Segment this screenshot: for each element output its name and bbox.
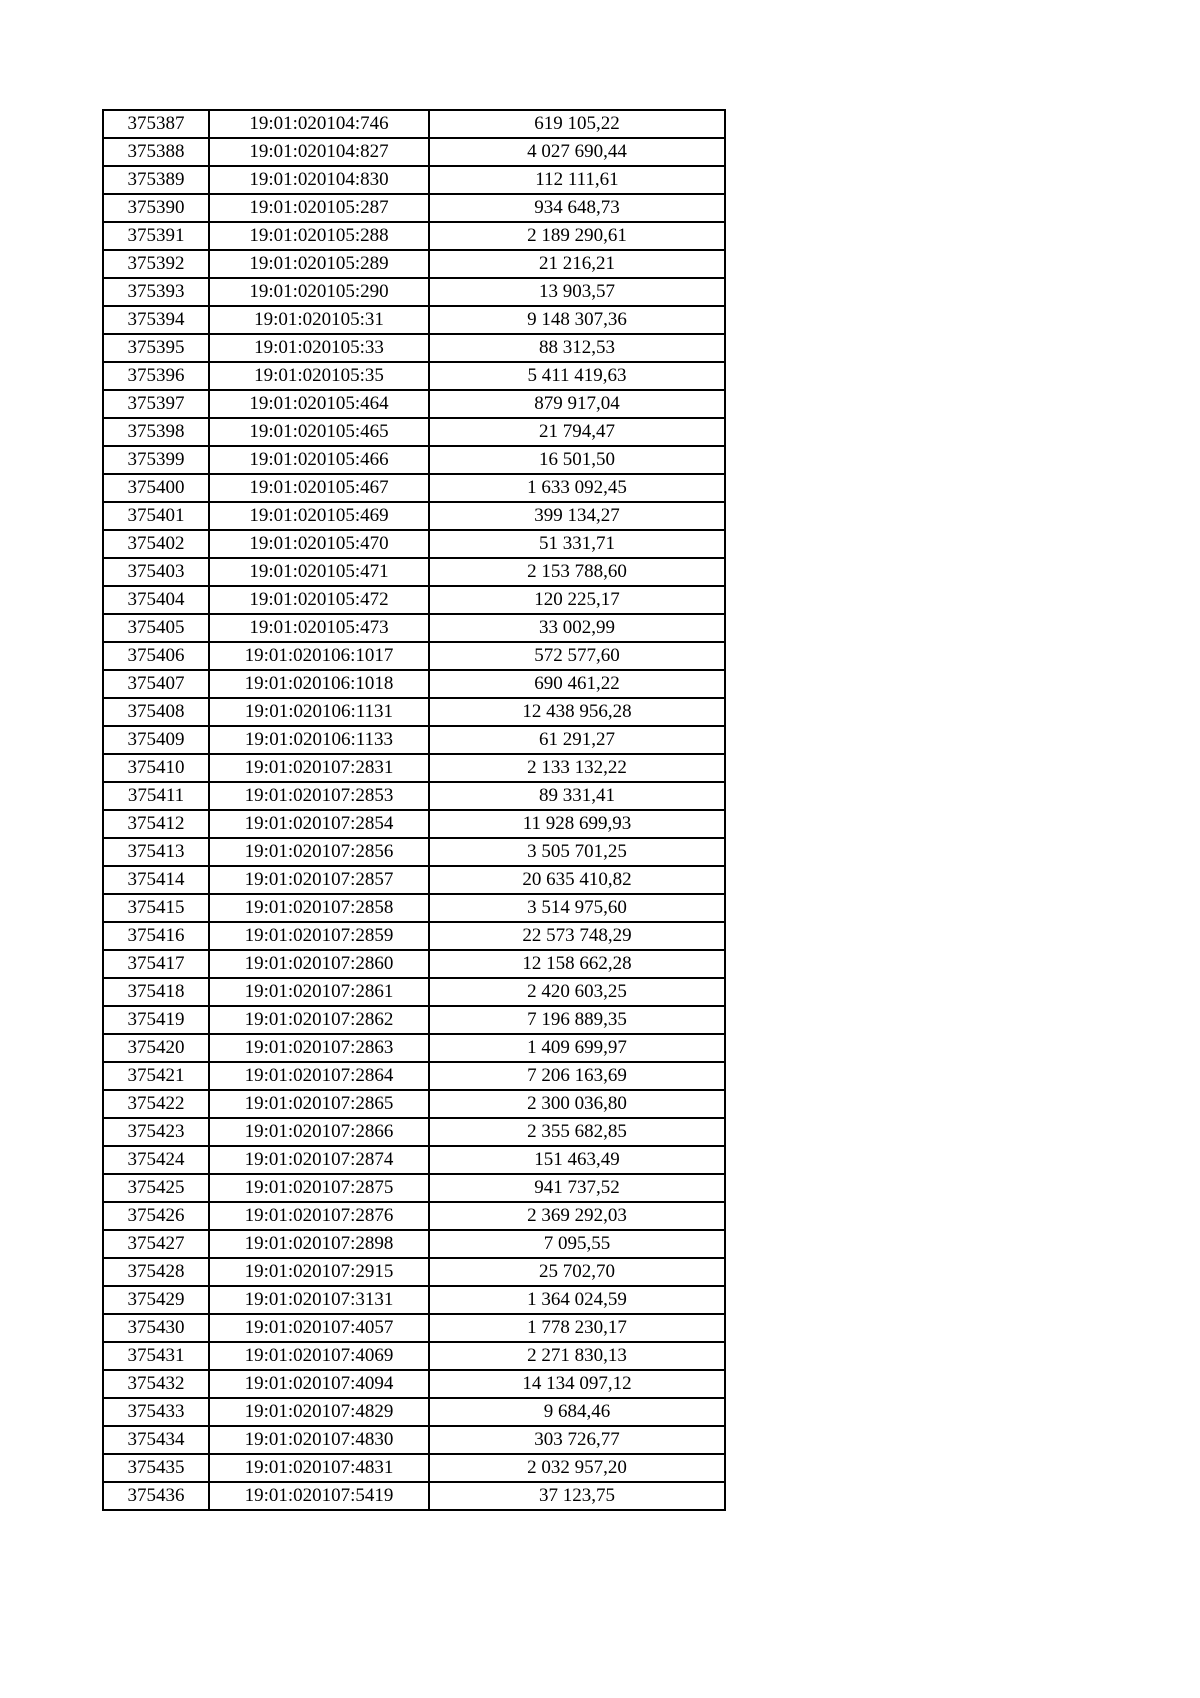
cadastral-number-cell: 19:01:020105:465	[209, 418, 429, 446]
value-cell: 7 196 889,35	[429, 1006, 725, 1034]
cadastral-number-cell: 19:01:020105:469	[209, 502, 429, 530]
row-number-cell: 375424	[103, 1146, 209, 1174]
cadastral-number-cell: 19:01:020107:2856	[209, 838, 429, 866]
table-row	[103, 1426, 725, 1454]
value-cell: 7 206 163,69	[429, 1062, 725, 1090]
cadastral-number-cell: 19:01:020107:2864	[209, 1062, 429, 1090]
table-row	[103, 726, 725, 754]
row-number-cell: 375435	[103, 1454, 209, 1482]
value-cell: 51 331,71	[429, 530, 725, 558]
value-cell: 1 364 024,59	[429, 1286, 725, 1314]
row-number-cell: 375429	[103, 1286, 209, 1314]
value-cell: 2 355 682,85	[429, 1118, 725, 1146]
row-number-cell: 375423	[103, 1118, 209, 1146]
row-number-cell: 375412	[103, 810, 209, 838]
table-row	[103, 1342, 725, 1370]
table-row	[103, 698, 725, 726]
cadastral-number-cell: 19:01:020105:473	[209, 614, 429, 642]
table-row	[103, 922, 725, 950]
cadastral-number-cell: 19:01:020107:2860	[209, 950, 429, 978]
row-number-cell: 375408	[103, 698, 209, 726]
cadastral-number-cell: 19:01:020105:33	[209, 334, 429, 362]
cadastral-number-cell: 19:01:020107:4069	[209, 1342, 429, 1370]
value-cell: 2 133 132,22	[429, 754, 725, 782]
table-row	[103, 1286, 725, 1314]
value-cell: 2 189 290,61	[429, 222, 725, 250]
cadastral-number-cell: 19:01:020105:288	[209, 222, 429, 250]
row-number-cell: 375428	[103, 1258, 209, 1286]
cadastral-number-cell: 19:01:020105:287	[209, 194, 429, 222]
row-number-cell: 375389	[103, 166, 209, 194]
row-number-cell: 375405	[103, 614, 209, 642]
value-cell: 2 420 603,25	[429, 978, 725, 1006]
row-number-cell: 375434	[103, 1426, 209, 1454]
row-number-cell: 375427	[103, 1230, 209, 1258]
row-number-cell: 375403	[103, 558, 209, 586]
value-cell: 2 369 292,03	[429, 1202, 725, 1230]
table-row	[103, 390, 725, 418]
row-number-cell: 375396	[103, 362, 209, 390]
value-cell: 7 095,55	[429, 1230, 725, 1258]
value-cell: 2 032 957,20	[429, 1454, 725, 1482]
value-cell: 21 794,47	[429, 418, 725, 446]
value-cell: 572 577,60	[429, 642, 725, 670]
row-number-cell: 375400	[103, 474, 209, 502]
cadastral-number-cell: 19:01:020107:3131	[209, 1286, 429, 1314]
table-row	[103, 866, 725, 894]
cadastral-number-cell: 19:01:020107:5419	[209, 1482, 429, 1510]
value-cell: 25 702,70	[429, 1258, 725, 1286]
cadastral-number-cell: 19:01:020105:467	[209, 474, 429, 502]
table-row	[103, 1118, 725, 1146]
value-cell: 399 134,27	[429, 502, 725, 530]
value-cell: 37 123,75	[429, 1482, 725, 1510]
cadastral-number-cell: 19:01:020107:2861	[209, 978, 429, 1006]
table-row	[103, 306, 725, 334]
cadastral-number-cell: 19:01:020107:2859	[209, 922, 429, 950]
cadastral-number-cell: 19:01:020107:2831	[209, 754, 429, 782]
cadastral-number-cell: 19:01:020107:2863	[209, 1034, 429, 1062]
cadastral-number-cell: 19:01:020107:2915	[209, 1258, 429, 1286]
table-row	[103, 1258, 725, 1286]
row-number-cell: 375409	[103, 726, 209, 754]
value-cell: 9 684,46	[429, 1398, 725, 1426]
cadastral-number-cell: 19:01:020106:1017	[209, 642, 429, 670]
table-row	[103, 1482, 725, 1510]
table-body	[103, 110, 725, 1510]
row-number-cell: 375426	[103, 1202, 209, 1230]
value-cell: 879 917,04	[429, 390, 725, 418]
table-row	[103, 558, 725, 586]
value-cell: 16 501,50	[429, 446, 725, 474]
table-row	[103, 278, 725, 306]
cadastral-number-cell: 19:01:020106:1018	[209, 670, 429, 698]
row-number-cell: 375390	[103, 194, 209, 222]
table-row	[103, 1202, 725, 1230]
table-row	[103, 1062, 725, 1090]
table-row	[103, 222, 725, 250]
value-cell: 2 271 830,13	[429, 1342, 725, 1370]
table-row	[103, 138, 725, 166]
cadastral-number-cell: 19:01:020106:1133	[209, 726, 429, 754]
table-row	[103, 1090, 725, 1118]
cadastral-number-cell: 19:01:020104:746	[209, 110, 429, 138]
value-cell: 12 438 956,28	[429, 698, 725, 726]
value-cell: 690 461,22	[429, 670, 725, 698]
table-row	[103, 754, 725, 782]
cadastral-number-cell: 19:01:020107:2898	[209, 1230, 429, 1258]
row-number-cell: 375387	[103, 110, 209, 138]
value-cell: 89 331,41	[429, 782, 725, 810]
row-number-cell: 375421	[103, 1062, 209, 1090]
table-row	[103, 474, 725, 502]
table-row	[103, 362, 725, 390]
value-cell: 9 148 307,36	[429, 306, 725, 334]
cadastral-number-cell: 19:01:020104:827	[209, 138, 429, 166]
row-number-cell: 375388	[103, 138, 209, 166]
table-row	[103, 782, 725, 810]
row-number-cell: 375417	[103, 950, 209, 978]
row-number-cell: 375397	[103, 390, 209, 418]
table-row	[103, 1398, 725, 1426]
row-number-cell: 375401	[103, 502, 209, 530]
cadastral-number-cell: 19:01:020105:290	[209, 278, 429, 306]
row-number-cell: 375433	[103, 1398, 209, 1426]
value-cell: 2 300 036,80	[429, 1090, 725, 1118]
value-cell: 12 158 662,28	[429, 950, 725, 978]
cadastral-number-cell: 19:01:020107:2853	[209, 782, 429, 810]
cadastral-number-cell: 19:01:020105:466	[209, 446, 429, 474]
value-cell: 1 778 230,17	[429, 1314, 725, 1342]
table-row	[103, 1230, 725, 1258]
row-number-cell: 375425	[103, 1174, 209, 1202]
cadastral-number-cell: 19:01:020107:2874	[209, 1146, 429, 1174]
row-number-cell: 375416	[103, 922, 209, 950]
row-number-cell: 375413	[103, 838, 209, 866]
value-cell: 934 648,73	[429, 194, 725, 222]
value-cell: 941 737,52	[429, 1174, 725, 1202]
row-number-cell: 375402	[103, 530, 209, 558]
table-row	[103, 530, 725, 558]
value-cell: 151 463,49	[429, 1146, 725, 1174]
row-number-cell: 375398	[103, 418, 209, 446]
row-number-cell: 375391	[103, 222, 209, 250]
value-cell: 88 312,53	[429, 334, 725, 362]
table-row	[103, 194, 725, 222]
table-row	[103, 334, 725, 362]
row-number-cell: 375394	[103, 306, 209, 334]
table-row	[103, 670, 725, 698]
table-row	[103, 1314, 725, 1342]
row-number-cell: 375420	[103, 1034, 209, 1062]
row-number-cell: 375415	[103, 894, 209, 922]
cadastral-number-cell: 19:01:020107:2857	[209, 866, 429, 894]
value-cell: 20 635 410,82	[429, 866, 725, 894]
value-cell: 11 928 699,93	[429, 810, 725, 838]
cadastral-number-cell: 19:01:020107:2862	[209, 1006, 429, 1034]
table-row	[103, 810, 725, 838]
value-cell: 5 411 419,63	[429, 362, 725, 390]
table-row	[103, 1174, 725, 1202]
cadastral-number-cell: 19:01:020106:1131	[209, 698, 429, 726]
row-number-cell: 375407	[103, 670, 209, 698]
value-cell: 112 111,61	[429, 166, 725, 194]
cadastral-number-cell: 19:01:020105:471	[209, 558, 429, 586]
cadastral-value-table	[102, 109, 726, 1511]
row-number-cell: 375414	[103, 866, 209, 894]
table-row	[103, 418, 725, 446]
row-number-cell: 375393	[103, 278, 209, 306]
value-cell: 3 505 701,25	[429, 838, 725, 866]
cadastral-number-cell: 19:01:020107:2854	[209, 810, 429, 838]
cadastral-number-cell: 19:01:020105:289	[209, 250, 429, 278]
table-row	[103, 1146, 725, 1174]
cadastral-number-cell: 19:01:020105:31	[209, 306, 429, 334]
table-row	[103, 166, 725, 194]
row-number-cell: 375411	[103, 782, 209, 810]
table-row	[103, 1034, 725, 1062]
cadastral-number-cell: 19:01:020105:35	[209, 362, 429, 390]
row-number-cell: 375436	[103, 1482, 209, 1510]
row-number-cell: 375395	[103, 334, 209, 362]
table-row	[103, 1006, 725, 1034]
value-cell: 4 027 690,44	[429, 138, 725, 166]
cadastral-number-cell: 19:01:020104:830	[209, 166, 429, 194]
cadastral-number-cell: 19:01:020105:470	[209, 530, 429, 558]
row-number-cell: 375404	[103, 586, 209, 614]
table-row	[103, 894, 725, 922]
value-cell: 13 903,57	[429, 278, 725, 306]
cadastral-number-cell: 19:01:020107:2865	[209, 1090, 429, 1118]
value-cell: 1 409 699,97	[429, 1034, 725, 1062]
row-number-cell: 375406	[103, 642, 209, 670]
table-row	[103, 502, 725, 530]
cadastral-number-cell: 19:01:020105:472	[209, 586, 429, 614]
cadastral-number-cell: 19:01:020107:4057	[209, 1314, 429, 1342]
row-number-cell: 375419	[103, 1006, 209, 1034]
table-row	[103, 446, 725, 474]
cadastral-number-cell: 19:01:020107:4831	[209, 1454, 429, 1482]
cadastral-number-cell: 19:01:020107:4829	[209, 1398, 429, 1426]
cadastral-number-cell: 19:01:020105:464	[209, 390, 429, 418]
row-number-cell: 375422	[103, 1090, 209, 1118]
row-number-cell: 375418	[103, 978, 209, 1006]
table-row	[103, 1454, 725, 1482]
value-cell: 3 514 975,60	[429, 894, 725, 922]
cadastral-number-cell: 19:01:020107:2876	[209, 1202, 429, 1230]
value-cell: 61 291,27	[429, 726, 725, 754]
row-number-cell: 375430	[103, 1314, 209, 1342]
value-cell: 120 225,17	[429, 586, 725, 614]
cadastral-number-cell: 19:01:020107:2875	[209, 1174, 429, 1202]
cadastral-number-cell: 19:01:020107:2866	[209, 1118, 429, 1146]
table-row	[103, 978, 725, 1006]
cadastral-number-cell: 19:01:020107:2858	[209, 894, 429, 922]
table-row	[103, 250, 725, 278]
row-number-cell: 375410	[103, 754, 209, 782]
table-row	[103, 642, 725, 670]
value-cell: 33 002,99	[429, 614, 725, 642]
cadastral-number-cell: 19:01:020107:4830	[209, 1426, 429, 1454]
cadastral-number-cell: 19:01:020107:4094	[209, 1370, 429, 1398]
value-cell: 22 573 748,29	[429, 922, 725, 950]
row-number-cell: 375432	[103, 1370, 209, 1398]
table-row	[103, 586, 725, 614]
table-row	[103, 1370, 725, 1398]
row-number-cell: 375431	[103, 1342, 209, 1370]
value-cell: 21 216,21	[429, 250, 725, 278]
value-cell: 2 153 788,60	[429, 558, 725, 586]
row-number-cell: 375399	[103, 446, 209, 474]
table-row	[103, 950, 725, 978]
value-cell: 14 134 097,12	[429, 1370, 725, 1398]
table-row	[103, 614, 725, 642]
table-row	[103, 838, 725, 866]
value-cell: 1 633 092,45	[429, 474, 725, 502]
table-row	[103, 110, 725, 138]
value-cell: 303 726,77	[429, 1426, 725, 1454]
row-number-cell: 375392	[103, 250, 209, 278]
value-cell: 619 105,22	[429, 110, 725, 138]
